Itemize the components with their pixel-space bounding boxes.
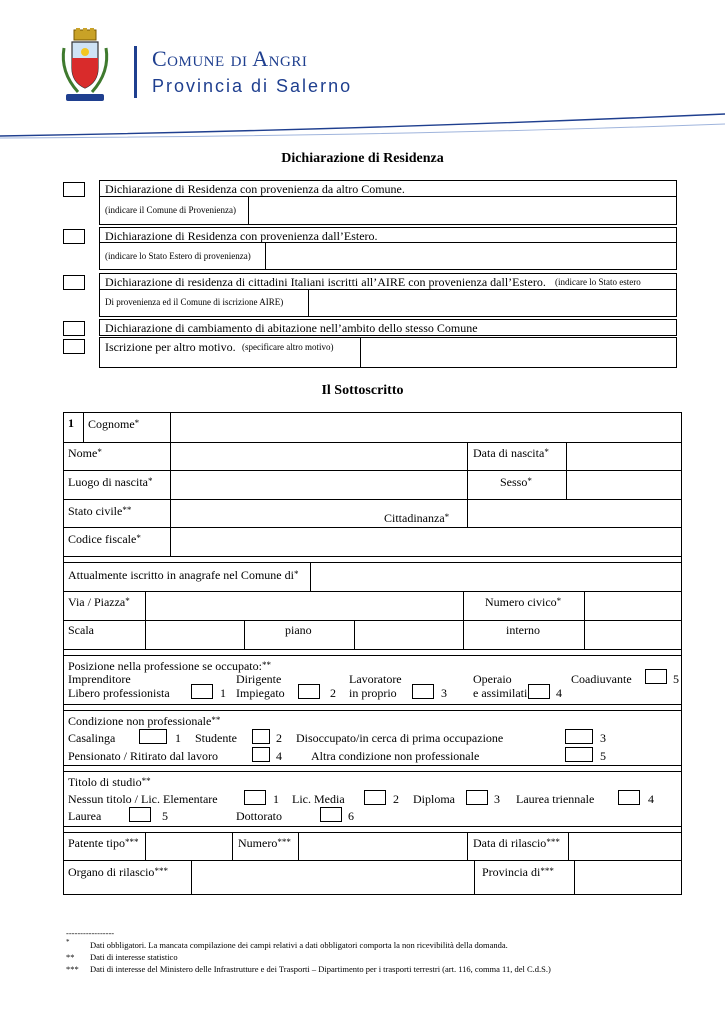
interno-field[interactable] [585,621,681,649]
footnote-marker-1: * [66,938,70,946]
dirigente-label: Dirigente [236,672,282,686]
numero-patente-label: Numero*** [238,836,291,850]
laurea-triennale-label: Laurea triennale [516,792,595,806]
impiegato-label: Impiegato [236,686,285,700]
studio-code-3: 3 [494,792,500,806]
lavoratore-label: Lavoratore [349,672,402,686]
provincia-rilascio-field[interactable] [575,861,681,894]
prof-code-2: 2 [330,686,336,700]
via-label: Via / Piazza* [68,595,130,609]
declaration-1-sub: (indicare il Comune di Provenienza) [105,205,236,215]
declaration-5-label: Iscrizione per altro motivo. [105,340,236,354]
declaration-5-note: (specificare altro motivo) [242,342,334,352]
checkbox-cond-2[interactable] [252,729,270,744]
checkbox-prof-1[interactable] [191,684,213,699]
declaration-3-label: Dichiarazione di residenza di cittadini Italiani iscritti all’AIRE con provenienza dall’Estero. [105,275,546,289]
checkbox-studio-6[interactable] [320,807,342,822]
pensionato-label: Pensionato / Ritirato dal lavoro [68,749,218,763]
data-nascita-field[interactable] [567,443,681,470]
stato-civile-field[interactable] [171,500,371,527]
footnote-marker-3: *** [66,964,79,974]
numero-patente-field[interactable] [299,833,466,860]
checkbox-cambio-abitazione[interactable] [63,321,85,336]
dottorato-label: Dottorato [236,809,282,823]
nome-field[interactable] [171,443,466,470]
declaration-2-label: Dichiarazione di Residenza con provenienza dall’Estero. [105,229,378,243]
checkbox-studio-1[interactable] [244,790,266,805]
cond-code-4: 4 [276,749,282,763]
codice-fiscale-field[interactable] [171,528,681,556]
checkbox-cond-3[interactable] [565,729,593,744]
sesso-label: Sesso* [500,475,532,489]
scala-label: Scala [68,623,94,637]
data-rilascio-field[interactable] [569,833,681,860]
checkbox-estero[interactable] [63,229,85,244]
altra-condizione-label: Altra condizione non professionale [311,749,480,763]
patente-tipo-label: Patente tipo*** [68,836,139,850]
nessun-titolo-label: Nessun titolo / Lic. Elementare [68,792,218,806]
declaration-1-label: Dichiarazione di Residenza con provenienza da altro Comune. [105,182,405,196]
checkbox-studio-5[interactable] [129,807,151,822]
prof-code-5: 5 [673,672,679,686]
studio-code-6: 6 [348,809,354,823]
comune-provenienza-field[interactable] [249,197,676,224]
aire-field[interactable] [309,290,676,316]
comune-iscrizione-field[interactable] [311,563,681,591]
lic-media-label: Lic. Media [292,792,345,806]
diploma-label: Diploma [413,792,455,806]
header-divider [134,46,137,98]
libero-label: Libero professionista [68,686,170,700]
footnote-1: Dati obbligatori. La mancata compilazione dei campi relativi a dati obbligatori comporta la non ricevibilità della domanda. [90,940,508,950]
altro-motivo-field[interactable] [361,338,676,367]
professione-title: Posizione nella professione se occupato:** [68,659,271,673]
organo-rilascio-field[interactable] [192,861,473,894]
numero-civico-field[interactable] [585,592,681,620]
piano-label: piano [285,623,312,637]
municipal-crest-icon [58,28,112,104]
cond-code-5: 5 [600,749,606,763]
cond-code-1: 1 [175,731,181,745]
assimilati-label: e assimilati [473,686,528,700]
org-name: Comune di Angri [152,46,308,71]
luogo-nascita-field[interactable] [171,471,466,499]
prof-code-1: 1 [220,686,226,700]
checkbox-prof-4[interactable] [528,684,550,699]
disoccupato-label: Disoccupato/in cerca di prima occupazione [296,731,504,745]
province-name: Provincia di Salerno [152,76,353,96]
organo-rilascio-label: Organo di rilascio*** [68,865,168,879]
checkbox-prof-5[interactable] [645,669,667,684]
checkbox-altro-motivo[interactable] [63,339,85,354]
data-rilascio-label: Data di rilascio*** [473,836,560,850]
stato-estero-field[interactable] [266,243,676,269]
laurea-label: Laurea [68,809,102,823]
checkbox-prof-2[interactable] [298,684,320,699]
studio-code-2: 2 [393,792,399,806]
condizione-title: Condizione non professionale** [68,714,221,728]
section-title: Il Sottoscritto [321,383,404,398]
via-field[interactable] [146,592,462,620]
prof-code-3: 3 [441,686,447,700]
declaration-3-note: (indicare lo Stato estero [555,277,641,287]
checkbox-cond-5[interactable] [565,747,593,762]
iscritto-label: Attualmente iscritto in anagrafe nel Comune di* [68,568,299,582]
cognome-label: Cognome* [88,417,140,431]
cond-code-3: 3 [600,731,606,745]
in-proprio-label: in proprio [349,686,397,700]
checkbox-prof-3[interactable] [412,684,434,699]
declaration-2-sub: (indicare lo Stato Estero di provenienza) [105,251,251,261]
header-swoosh [0,100,725,150]
checkbox-studio-3[interactable] [466,790,488,805]
studio-title: Titolo di studio** [68,775,151,789]
declaration-3-sub: Di provenienza ed il Comune di iscrizione AIRE) [105,297,284,307]
footnote-rule: ----------------- [66,928,115,938]
studio-code-4: 4 [648,792,654,806]
row-number: 1 [68,416,74,430]
prof-code-4: 4 [556,686,562,700]
page-title: Dichiarazione di Residenza [281,151,444,166]
interno-label: interno [506,623,540,637]
nome-label: Nome* [68,446,102,460]
stato-civile-label: Stato civile** [68,504,132,518]
cittadinanza-field[interactable] [468,500,681,527]
data-nascita-label: Data di nascita* [473,446,549,460]
numero-civico-label: Numero civico* [485,595,562,609]
casalinga-label: Casalinga [68,731,116,745]
checkbox-studio-4[interactable] [618,790,640,805]
patente-tipo-field[interactable] [146,833,231,860]
studente-label: Studente [195,731,237,745]
cond-code-2: 2 [276,731,282,745]
studio-code-1: 1 [273,792,279,806]
cognome-field[interactable] [171,413,681,442]
operaio-label: Operaio [473,672,512,686]
declaration-4-label: Dichiarazione di cambiamento di abitazione nell’ambito dello stesso Comune [105,321,478,335]
cittadinanza-label: Cittadinanza* [384,511,450,525]
luogo-nascita-label: Luogo di nascita* [68,475,153,489]
provincia-rilascio-label: Provincia di*** [482,865,554,879]
checkbox-altro-comune[interactable] [63,182,85,197]
checkbox-cond-1[interactable] [139,729,167,744]
studio-code-5: 5 [162,809,168,823]
codice-fiscale-label: Codice fiscale* [68,532,141,546]
footnote-3: Dati di interesse del Ministero delle Infrastrutture e dei Trasporti – Dipartimento per i trasporti terrestri (art. 116, comma 11, del C.d.S.) [90,964,551,974]
checkbox-studio-2[interactable] [364,790,386,805]
piano-field[interactable] [355,621,462,649]
footnote-marker-2: ** [66,952,75,962]
scala-field[interactable] [146,621,243,649]
footnote-2: Dati di interesse statistico [90,952,178,962]
coadiuvante-label: Coadiuvante [571,672,632,686]
checkbox-aire[interactable] [63,275,85,290]
checkbox-cond-4[interactable] [252,747,270,762]
sesso-field[interactable] [567,471,681,499]
imprenditore-label: Imprenditore [68,672,131,686]
